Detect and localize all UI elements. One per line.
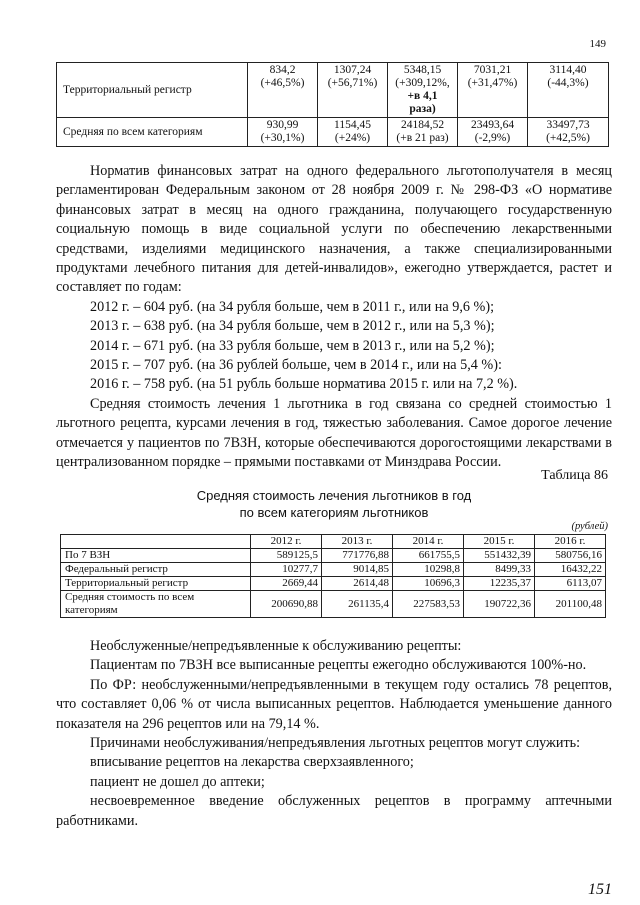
table-unit: (рублей) — [571, 521, 608, 532]
column-header: 2016 г. — [535, 535, 606, 549]
table-cell: 8499,33 — [464, 563, 535, 577]
continued-table — [56, 62, 609, 147]
table-cell: 12235,37 — [464, 577, 535, 591]
table-cell: 551432,39 — [464, 549, 535, 563]
paragraph: вписывание рецептов на лекарства сверхзаявленного; — [90, 754, 414, 771]
table-cell: 3114,40 (-44,3%) — [528, 63, 609, 118]
table-cell: 2669,44 — [251, 577, 322, 591]
table-row — [57, 118, 609, 147]
handwritten-page-number: 151 — [588, 881, 612, 898]
year-line: 2014 г. – 671 руб. (на 33 рубля больше, чем в 2013 г., или на 5,2 %); — [90, 337, 495, 354]
table-cell: 9014,85 — [322, 563, 393, 577]
row-label: Средняя по всем категориям — [57, 118, 248, 147]
table-cell: 261135,4 — [322, 591, 393, 618]
table-cell: 227583,53 — [393, 591, 464, 618]
table-cell: 5348,15 (+309,12%, +в 4,1 раза) — [388, 63, 458, 118]
table-cell: 10696,3 — [393, 577, 464, 591]
row-label: Территориальный регистр — [61, 577, 251, 591]
row-label: Федеральный регистр — [61, 563, 251, 577]
paragraph: Норматив финансовых затрат на одного федерального льготополучателя в месяц регламентирован Федеральным законом от 28 ноября 2009 г. № 298-ФЗ «О нормативе финансовых затрат в месяц на одного гражданина, получающего государственную социальную помощь в виде социальной услуги по обеспечению лекарственными средствами, изделиями медицинского назначения, а также специализированными продуктами лечебного питания для детей-инвалидов», ежегодно утверждается, растет и составляет по годам: — [56, 163, 612, 296]
table-cell: 200690,88 — [251, 591, 322, 618]
row-label: Средняя стоимость по всем категориям — [61, 591, 251, 618]
paragraph: Причинами необслуживания/непредъявления льготных рецептов могут служить: — [90, 735, 581, 752]
table-row — [61, 577, 606, 591]
table-cell: 16432,22 — [535, 563, 606, 577]
paragraph: Пациентам по 7ВЗН все выписанные рецепты ежегодно обслуживаются 100%-но. — [90, 657, 587, 674]
table-label: Таблица 86 — [541, 468, 608, 483]
table-cell: 2614,48 — [322, 577, 393, 591]
table-row — [61, 591, 606, 618]
year-line: 2015 г. – 707 руб. (на 36 рублей больше, чем в 2014 г., или на 5,4 %): — [90, 357, 502, 374]
table-title: Средняя стоимость лечения льготников в год по всем категориям льготников — [196, 488, 472, 520]
year-line: 2016 г. – 758 руб. (на 51 рубль больше норматива 2015 г. или на 7,2 %). — [90, 376, 518, 393]
table-cell: 930,99 (+30,1%) — [248, 118, 318, 147]
column-header: 2015 г. — [464, 535, 535, 549]
table-row — [61, 549, 606, 563]
table-cell: 201100,48 — [535, 591, 606, 618]
table-cell: 661755,5 — [393, 549, 464, 563]
table-cell: 33497,73 (+42,5%) — [528, 118, 609, 147]
table-cell: 23493,64 (-2,9%) — [458, 118, 528, 147]
table-header-row — [61, 535, 606, 549]
paragraph: Средняя стоимость лечения 1 льготника в год связана со средней стоимостью 1 льготного рецепта, курсами лечения в год, тяжестью заболевания. Самое дорогое лечение отмечается у пациентов по 7ВЗН, которые обеспечиваются дорогостоящими лекарствами в централизованном порядке – прямыми поставками от Минздрава России. — [56, 395, 612, 471]
paragraph: несвоевременное введение обслуженных рецептов в программу аптечными работниками. — [56, 793, 612, 829]
table-cell: 1307,24 (+56,71%) — [318, 63, 388, 118]
table-cell: 24184,52 (+в 21 раз) — [388, 118, 458, 147]
paragraph: Необслуженные/непредъявленные к обслуживанию рецепты: — [90, 638, 462, 654]
column-header: 2014 г. — [393, 535, 464, 549]
column-header: 2012 г. — [251, 535, 322, 549]
table-cell: 771776,88 — [322, 549, 393, 563]
table-cell: 580756,16 — [535, 549, 606, 563]
year-line: 2012 г. – 604 руб. (на 34 рубля больше, чем в 2011 г., или на 9,6 %); — [90, 298, 495, 315]
table-cell: 10298,8 — [393, 563, 464, 577]
column-header: 2013 г. — [322, 535, 393, 549]
paragraph: По ФР: необслуженными/непредъявленными в текущем году остались 78 рецептов, что составляет 0,06 % от числа выписанных рецептов. Наблюдается уменьшение данного показателя на 296 рецептов или на 79,14 %. — [56, 676, 612, 732]
body-text-2 — [56, 637, 612, 831]
table-row — [57, 63, 609, 118]
table-86 — [60, 534, 606, 618]
body-text-1 — [56, 162, 612, 473]
page-number: 149 — [589, 38, 606, 50]
row-label: По 7 ВЗН — [61, 549, 251, 563]
row-label: Территориальный регистр — [57, 63, 248, 118]
table-row — [61, 563, 606, 577]
table-cell: 1154,45 (+24%) — [318, 118, 388, 147]
table-cell: 7031,21 (+31,47%) — [458, 63, 528, 118]
table-cell: 6113,07 — [535, 577, 606, 591]
table-cell: 834,2 (+46,5%) — [248, 63, 318, 118]
year-line: 2013 г. – 638 руб. (на 34 рубля больше, чем в 2012 г., или на 5,3 %); — [90, 318, 495, 335]
header-empty — [61, 535, 251, 549]
paragraph: пациент не дошел до аптеки; — [90, 773, 265, 790]
table-cell: 10277,7 — [251, 563, 322, 577]
table-cell: 190722,36 — [464, 591, 535, 618]
table-cell: 589125,5 — [251, 549, 322, 563]
